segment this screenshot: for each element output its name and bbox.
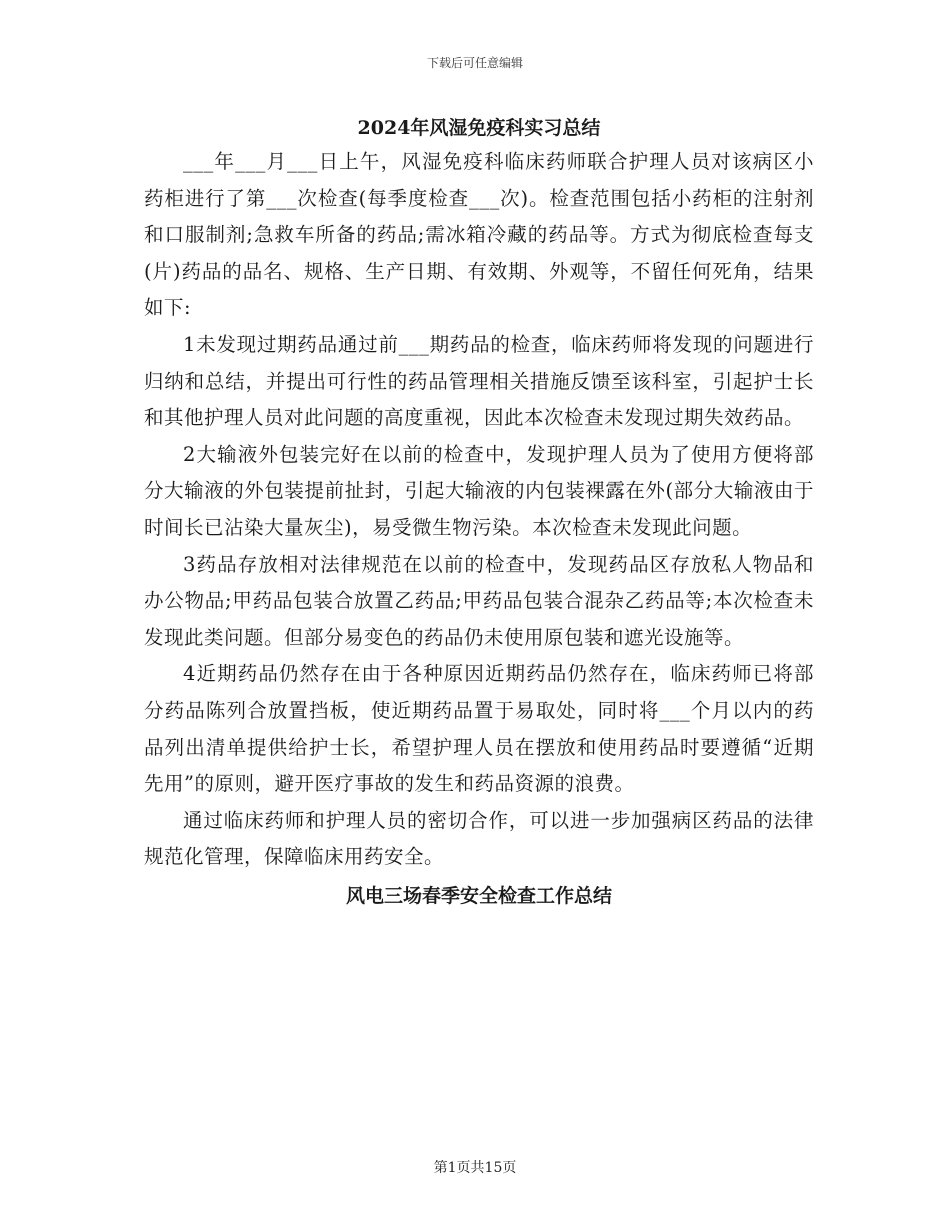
paragraph-item-3: 3药品存放相对法律规范在以前的检查中，发现药品区存放私人物品和办公物品;甲药品包装合放置乙药品;甲药品包装合混杂乙药品等;本次检查未发现此类问题。但部分易变色的药品仍未使用原包装和遮光设施等。: [144, 552, 814, 649]
paragraph-item-1: 1未发现过期药品通过前___期药品的检查，临床药师将发现的问题进行归纳和总结，并提出可行性的药品管理相关措施反馈至该科室，引起护士长和其他护理人员对此问题的高度重视，因此本次检查未发现过期失效药品。: [144, 332, 814, 430]
document-title: 2024年风湿免疫科实习总结: [357, 117, 601, 139]
document-body: [144, 112, 814, 914]
paragraph-item-2: 2大输液外包装完好在以前的检查中，发现护理人员为了使用方便将部分大输液的外包装提前扯封，引起大输液的内包装裸露在外(部分大输液由于时间长已沾染大量灰尘)，易受微生物污染。本次检查未发现此问题。: [144, 442, 814, 539]
page-header-note: 下载后可任意编辑: [426, 56, 523, 70]
paragraph-intro: ___年___月___日上午，风湿免疫科临床药师联合护理人员对该病区小药柜进行了第___次检查(每季度检查___次)。检查范围包括小药柜的注射剂和口服制剂;急救车所备的药品;需冰箱冷藏的药品等。方式为彻底检查每支(片)药品的品名、规格、生产日期、有效期、外观等，不留任何死角，结果如下:: [144, 150, 814, 320]
paragraph-item-4: 4近期药品仍然存在由于各种原因近期药品仍然存在，临床药师已将部分药品陈列合放置挡板，使近期药品置于易取处，同时将___个月以内的药品列出清单提供给护士长，希望护理人员在摆放和使用药品时要遵循“近期先用”的原则，避开医疗事故的发生和药品资源的浪费。: [144, 662, 814, 796]
page-number: 第1页共15页: [433, 1160, 517, 1176]
paragraph-conclusion: 通过临床药师和护理人员的密切合作，可以进一步加强病区药品的法律规范化管理，保障临床用药安全。: [144, 808, 814, 869]
next-section-title: 风电三场春季安全检查工作总结: [345, 884, 612, 907]
